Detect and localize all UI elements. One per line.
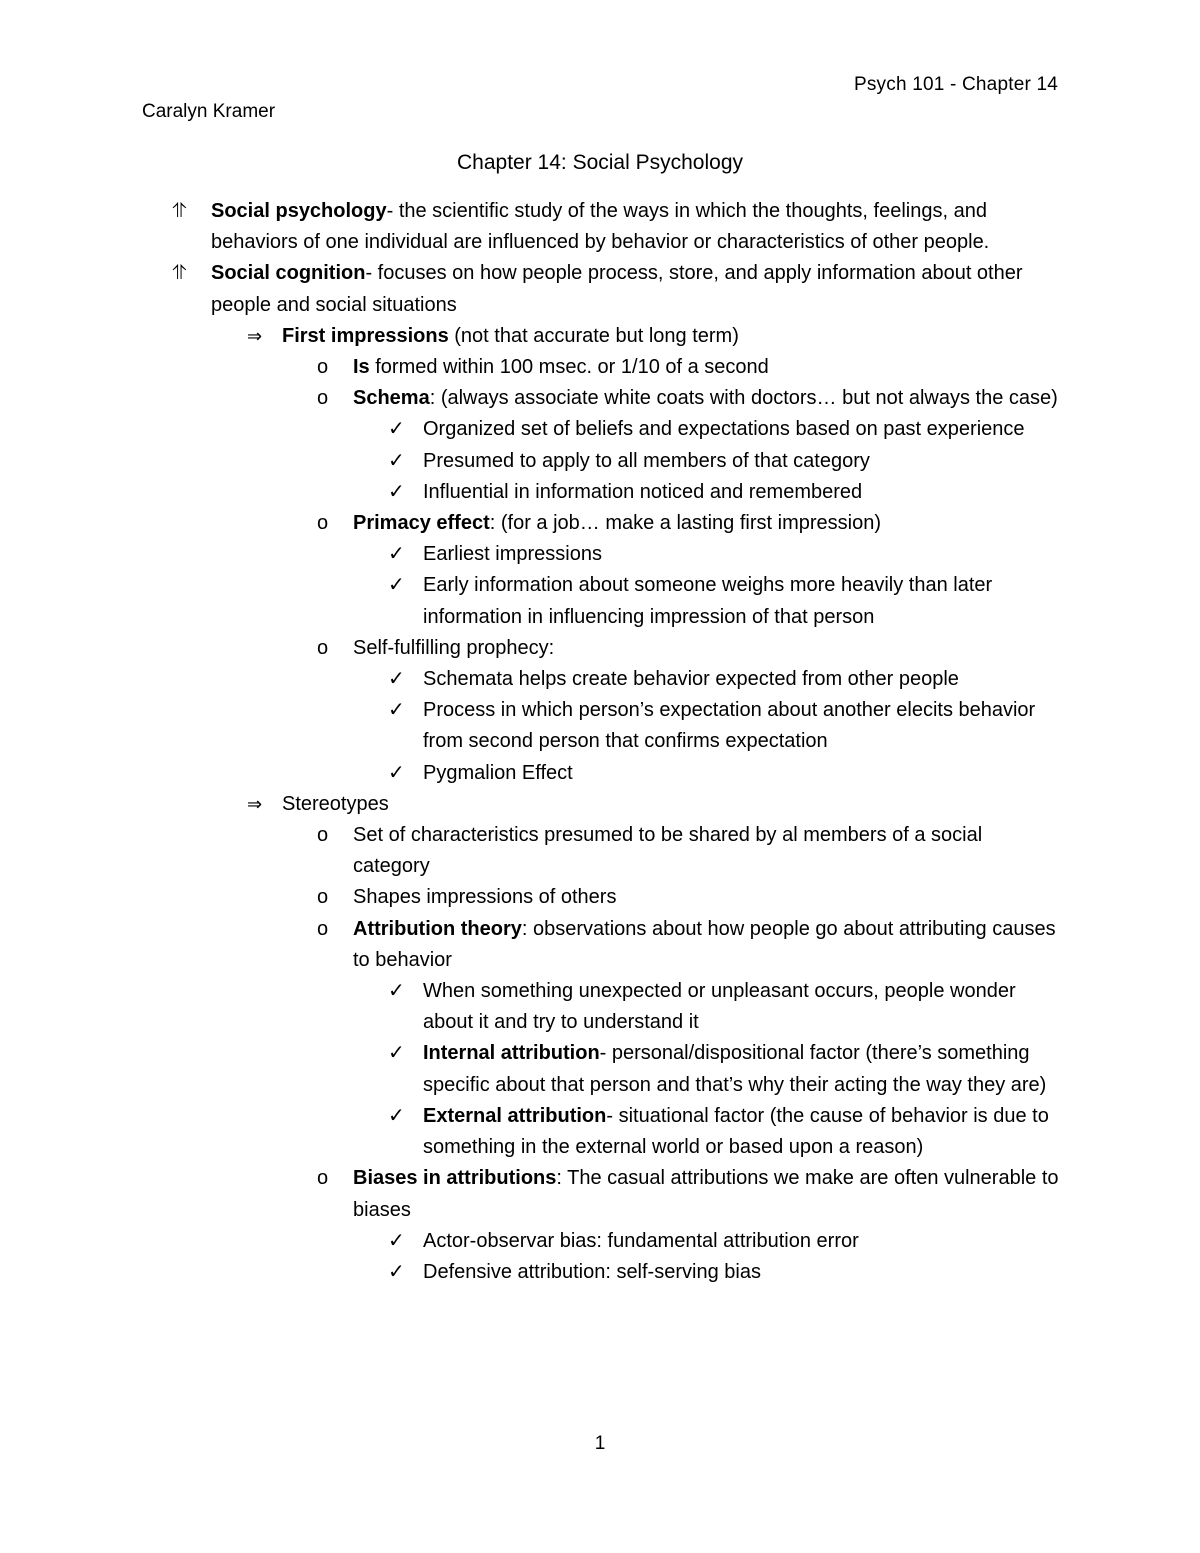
outline-item-text	[423, 539, 1063, 570]
outline-item	[0, 383, 1200, 414]
outline-item-text	[353, 820, 1063, 882]
header-course: Psych 101 - Chapter 14	[853, 74, 1058, 95]
notes-outline	[0, 196, 1200, 1288]
outline-item-description: Schemata helps create behavior expected from other people	[423, 668, 959, 691]
page-number: 1	[594, 1433, 606, 1454]
outline-item	[0, 882, 1200, 913]
outline-item-text	[423, 664, 1063, 695]
outline-item-term: Biases in attributions	[353, 1167, 557, 1190]
outline-item-text	[353, 1163, 1063, 1225]
double-up-arrow-bullet-icon: ⥣	[172, 262, 187, 285]
outline-item-text	[353, 633, 1063, 664]
outline-item-text	[423, 446, 1063, 477]
outline-item-term: Social cognition	[211, 262, 366, 285]
outline-item-term: Schema	[353, 387, 430, 410]
checkmark-bullet-icon: ✓	[388, 543, 405, 566]
outline-item-description: : (for a job… make a lasting first impression)	[489, 512, 881, 535]
circle-bullet-icon: o	[317, 356, 329, 379]
circle-bullet-icon: o	[317, 387, 329, 410]
outline-item	[0, 976, 1200, 1038]
outline-item-description: Presumed to apply to all members of that category	[423, 449, 870, 472]
outline-item-term: Primacy effect	[353, 512, 490, 535]
outline-item-text	[353, 383, 1063, 414]
circle-bullet-icon: o	[317, 917, 329, 940]
outline-item	[0, 477, 1200, 508]
outline-item-text	[423, 1101, 1063, 1163]
outline-item-description: Earliest impressions	[423, 543, 602, 566]
outline-item	[0, 1226, 1200, 1257]
outline-item-description: Self-fulfilling prophecy:	[353, 636, 555, 659]
checkmark-bullet-icon: ✓	[388, 1229, 405, 1252]
outline-item	[0, 1257, 1200, 1288]
outline-item-text	[211, 258, 1061, 320]
outline-item	[0, 570, 1200, 632]
outline-item-text	[423, 976, 1063, 1038]
outline-item-text	[353, 882, 1063, 913]
outline-item	[0, 321, 1200, 352]
outline-item-term: External attribution	[423, 1104, 607, 1127]
outline-item-description: Set of characteristics presumed to be shared by al members of a social category	[353, 824, 983, 878]
outline-item-text	[423, 414, 1063, 445]
outline-item	[0, 1038, 1200, 1100]
outline-item-description: Stereotypes	[282, 792, 389, 815]
outline-item	[0, 1163, 1200, 1225]
circle-bullet-icon: o	[317, 512, 329, 535]
checkmark-bullet-icon: ✓	[388, 699, 405, 722]
checkmark-bullet-icon: ✓	[388, 1104, 405, 1127]
outline-item-description: Process in which person’s expectation about another elecits behavior from second person that confirms expectation	[423, 699, 1036, 753]
checkmark-bullet-icon: ✓	[388, 1260, 405, 1283]
outline-item-description: - situational factor (the cause of behavior is due to something in the external world or based upon a reason)	[423, 1104, 1049, 1159]
outline-item-term: Attribution theory	[353, 917, 522, 940]
outline-item-text	[423, 570, 1063, 632]
outline-item-description: : The casual attributions we make are often vulnerable to biases	[353, 1167, 1059, 1221]
outline-item-description: Early information about someone weighs more heavily than later information in influencing impression of that person	[423, 574, 993, 628]
outline-item-description: (not that accurate but long term)	[448, 324, 739, 347]
right-arrow-bullet-icon: ⇒	[247, 793, 263, 814]
outline-item-text	[423, 1257, 1063, 1288]
checkmark-bullet-icon: ✓	[388, 418, 405, 441]
checkmark-bullet-icon: ✓	[388, 574, 405, 597]
circle-bullet-icon: o	[317, 824, 329, 847]
outline-item	[0, 446, 1200, 477]
outline-item-description: - personal/dispositional factor (there’s something specific about that person and that’s why their acting the way they are)	[423, 1042, 1047, 1096]
checkmark-bullet-icon: ✓	[388, 980, 405, 1003]
outline-item	[0, 789, 1200, 820]
double-up-arrow-bullet-icon: ⥣	[172, 200, 187, 222]
outline-item	[0, 1101, 1200, 1163]
outline-item-text	[353, 352, 1063, 383]
right-arrow-bullet-icon: ⇒	[247, 325, 263, 346]
outline-item-text	[423, 695, 1063, 757]
outline-item-text	[282, 789, 1062, 820]
header-author: Caralyn Kramer	[142, 101, 276, 122]
outline-item	[0, 258, 1200, 320]
outline-item-description: Influential in information noticed and remembered	[423, 480, 863, 503]
circle-bullet-icon: o	[317, 1167, 329, 1190]
outline-item	[0, 914, 1200, 976]
outline-item-text	[211, 196, 1061, 258]
outline-item-description: - the scientific study of the ways in which the thoughts, feelings, and behaviors of one individual are influenced by behavior or characteristics of other people.	[211, 200, 990, 254]
outline-item-text	[423, 477, 1063, 508]
outline-item	[0, 508, 1200, 539]
outline-item-text	[353, 508, 1063, 539]
outline-item-description: formed within 100 msec. or 1/10 of a second	[369, 356, 769, 379]
outline-item-description: When something unexpected or unpleasant occurs, people wonder about it and try to understand it	[423, 980, 1016, 1034]
outline-item-text	[423, 1226, 1063, 1257]
page-title: Chapter 14: Social Psychology	[457, 151, 743, 174]
checkmark-bullet-icon: ✓	[388, 449, 405, 472]
outline-item-description: : (always associate white coats with doctors… but not always the case)	[429, 387, 1058, 410]
circle-bullet-icon: o	[317, 636, 329, 659]
outline-item-term: Is	[353, 356, 370, 379]
outline-item-text	[282, 321, 1062, 352]
outline-item	[0, 820, 1200, 882]
outline-item-term: First impressions	[282, 324, 449, 347]
outline-item-term: Social psychology	[211, 200, 387, 222]
outline-item-text	[353, 914, 1063, 976]
outline-item-text	[423, 758, 1063, 789]
outline-item	[0, 539, 1200, 570]
outline-item	[0, 196, 1200, 258]
checkmark-bullet-icon: ✓	[388, 668, 405, 691]
outline-item-description: Actor-observar bias: fundamental attribution error	[423, 1229, 859, 1252]
outline-item-description: : observations about how people go about attributing causes to behavior	[353, 917, 1056, 971]
outline-item-description: - focuses on how people process, store, and apply information about other people and social situations	[211, 262, 1023, 316]
outline-item-term: Internal attribution	[423, 1042, 600, 1065]
checkmark-bullet-icon: ✓	[388, 1042, 405, 1065]
outline-item	[0, 664, 1200, 695]
outline-item	[0, 633, 1200, 664]
outline-item	[0, 414, 1200, 445]
outline-item-description: Organized set of beliefs and expectations based on past experience	[423, 418, 1025, 441]
checkmark-bullet-icon: ✓	[388, 480, 405, 503]
outline-item	[0, 758, 1200, 789]
outline-item-text	[423, 1038, 1063, 1100]
circle-bullet-icon: o	[317, 886, 329, 909]
outline-item-description: Shapes impressions of others	[353, 886, 617, 909]
outline-item-description: Defensive attribution: self-serving bias	[423, 1260, 761, 1283]
outline-item-description: Pygmalion Effect	[423, 761, 573, 784]
outline-item	[0, 695, 1200, 757]
outline-item	[0, 352, 1200, 383]
checkmark-bullet-icon: ✓	[388, 761, 405, 784]
